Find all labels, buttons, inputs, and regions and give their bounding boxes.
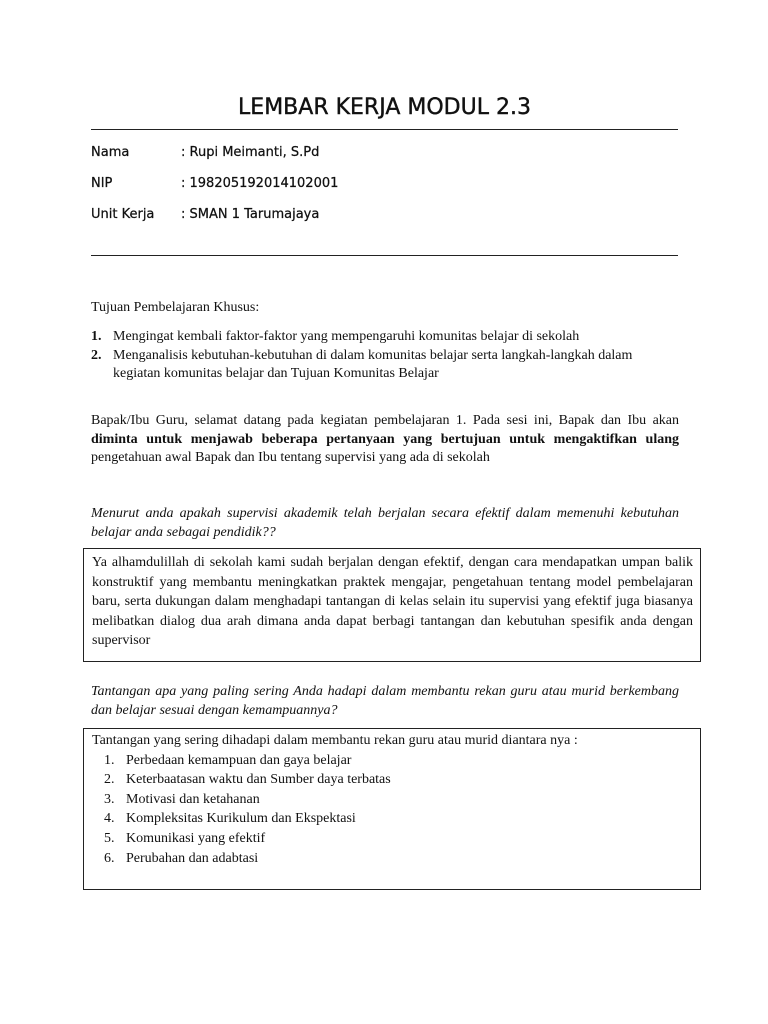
intro-text: Bapak/Ibu Guru, selamat datang pada kegiatan pembelajaran 1. Pada sesi ini, Bapak dan Ibu akan: [91, 413, 679, 428]
answer-box-2[interactable]: [83, 728, 701, 890]
list-number: 4.: [104, 811, 115, 827]
learning-goal-item: [91, 328, 679, 347]
intro-text-end: pengetahuan awal Bapak dan Ibu tentang supervisi yang ada di sekolah: [91, 450, 490, 465]
identity-value: : SMAN 1 Tarumajaya: [181, 207, 320, 222]
answer-list-item: [92, 770, 693, 790]
answer-list-item: [92, 809, 693, 829]
identity-label: Unit Kerja: [91, 207, 155, 222]
answer-2-intro: Tantangan yang sering dihadapi dalam membantu rekan guru atau murid diantara nya :: [92, 733, 578, 748]
answer-list-item: [92, 849, 693, 869]
learning-goals-heading: Tujuan Pembelajaran Khusus:: [91, 300, 260, 315]
list-text: Kompleksitas Kurikulum dan Ekspektasi: [126, 811, 356, 827]
list-text: Perbedaan kemampuan dan gaya belajar: [126, 752, 352, 768]
answer-list-item: [92, 790, 693, 810]
list-text: Perubahan dan adabtasi: [126, 850, 259, 866]
goal-text: Menganalisis kebutuhan-kebutuhan di dalam komunitas belajar serta langkah-langkah dalam kegiatan komunitas belajar dan Tujuan Komunitas Belajar: [113, 347, 633, 381]
list-number: 2.: [104, 772, 115, 788]
question-1: Menurut anda apakah supervisi akademik telah berjalan secara efektif dalam memenuhi kebutuhan belajar anda sebagai pendidik??: [91, 506, 679, 540]
list-number: 6.: [104, 850, 115, 866]
list-number: 5.: [104, 830, 115, 846]
list-text: Keterbaatasan waktu dan Sumber daya terbatas: [126, 772, 391, 788]
learning-goals-list: [91, 328, 679, 384]
answer-box-1[interactable]: Ya alhamdulillah di sekolah kami sudah berjalan dengan efektif, dengan cara mendapatkan umpan balik konstruktif yang membantu meningkatkan praktek mengajar, pengetahuan tentang model pembelajaran baru, serta dukungan dalam menghadapi tantangan di kelas selain itu supervisi yang efektif juga biasanya melibatkan dialog dua arah dimana anda dapat berbagi tantangan dan kebutuhan spesifik anda dengan supervisor: [83, 548, 701, 662]
goal-number: 2.: [91, 347, 102, 363]
list-number: 1.: [104, 752, 115, 768]
question-2: Tantangan apa yang paling sering Anda hadapi dalam membantu rekan guru atau murid berkembang dan belajar sesuai dengan kemampuannya?: [91, 684, 679, 718]
list-text: Motivasi dan ketahanan: [126, 791, 260, 807]
header-divider-top: [91, 129, 678, 130]
identity-value: : 198205192014102001: [181, 176, 339, 191]
header-divider-bottom: [91, 255, 678, 256]
list-number: 3.: [104, 791, 115, 807]
page-title: LEMBAR KERJA MODUL 2.3: [238, 95, 531, 120]
intro-bold-text: diminta untuk menjawab beberapa pertanyaan yang bertujuan untuk mengaktifkan ulang: [91, 431, 679, 447]
goal-number: 1.: [91, 329, 102, 344]
list-text: Komunikasi yang efektif: [126, 830, 266, 846]
answer-list-item: [92, 751, 693, 771]
identity-label: Nama: [91, 145, 130, 160]
answer-list-item: [92, 829, 693, 849]
identity-value: : Rupi Meimanti, S.Pd: [181, 145, 320, 160]
identity-label: NIP: [91, 176, 113, 191]
goal-text: Mengingat kembali faktor-faktor yang mempengaruhi komunitas belajar di sekolah: [113, 329, 580, 344]
intro-paragraph: [91, 412, 679, 468]
learning-goal-item: [91, 347, 679, 384]
